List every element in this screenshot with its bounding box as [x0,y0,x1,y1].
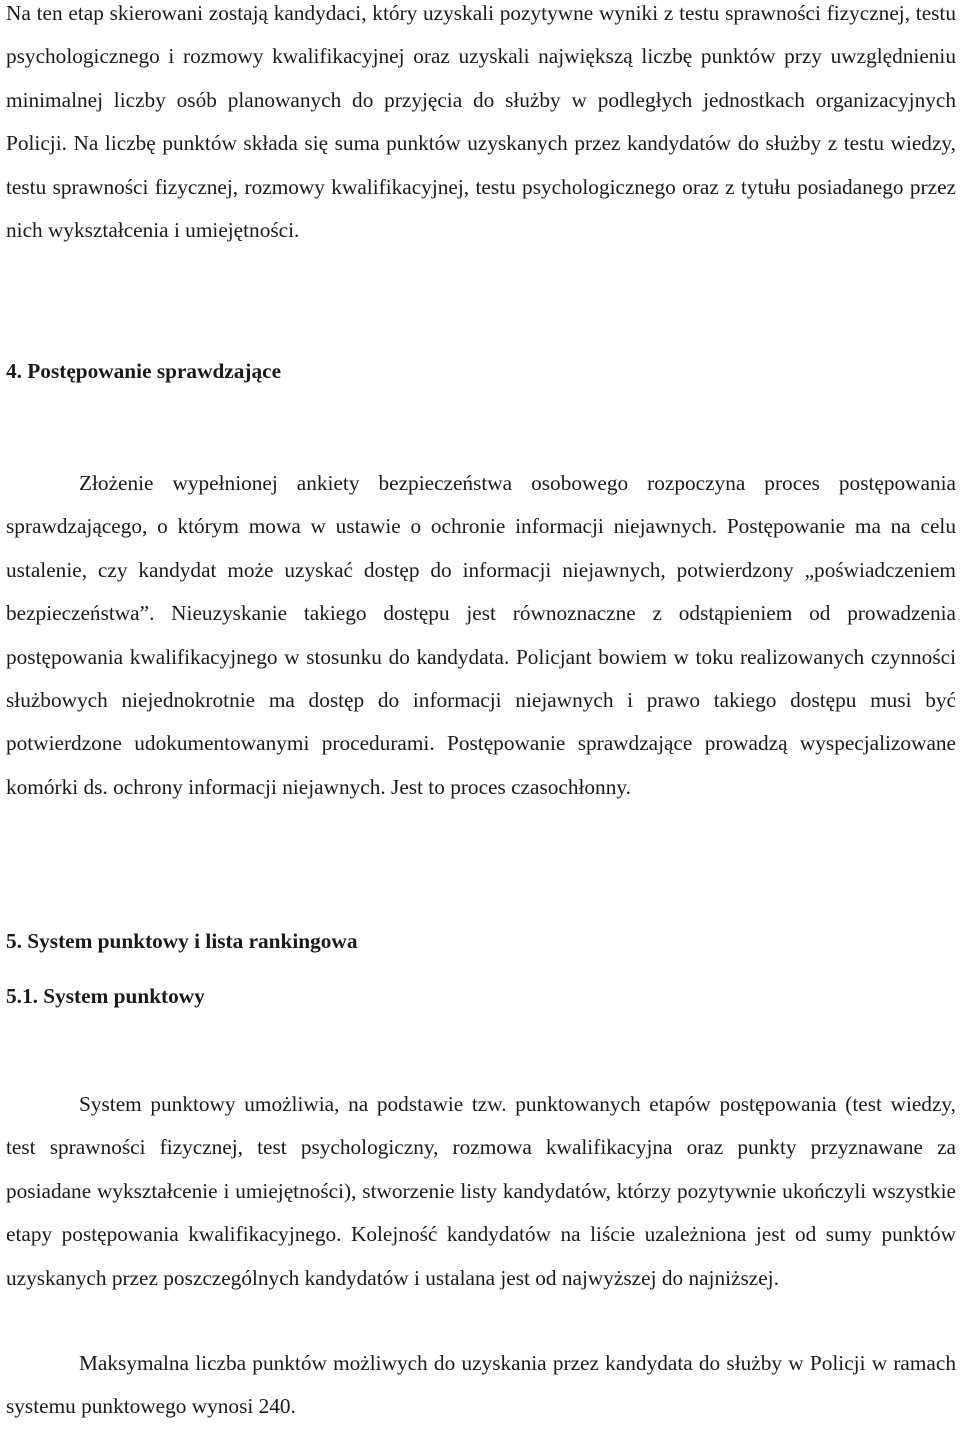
section-5-heading: 5. System punktowy i lista rankingowa [6,929,358,953]
section-5-1-heading: 5.1. System punktowy [6,984,205,1008]
section-4-paragraph: Złożenie wypełnionej ankiety bezpieczeństwa osobowego rozpoczyna proces postępowania sprawdzającego, o którym mowa w ustawie o ochronie informacji niejawnych. Postępowanie ma na celu ustalenie, czy kandydat może uzyskać dostęp do informacji niejawnych, potwierdzony „poświadczeniem bezpieczeństwa”. Nieuzyskanie takiego dostępu jest równoznaczne z odstąpieniem od prowadzenia postępowania kwalifikacyjnego w stosunku do kandydata. Policjant bowiem w toku realizowanych czynności służbowych niejednokrotnie ma dostęp do informacji niejawnych i prawo takiego dostępu musi być potwierdzone udokumentowanymi procedurami. Postępowanie sprawdzające prowadzą wyspecjalizowane komórki ds. ochrony informacji niejawnych. Jest to proces czasochłonny. [6,471,956,799]
section-5-1-paragraph-2: Maksymalna liczba punktów możliwych do uzyskania przez kandydata do służby w Policji w ramach systemu punktowego wynosi 240. [6,1351,956,1419]
section-4-heading: 4. Postępowanie sprawdzające [6,359,282,383]
intro-paragraph: Na ten etap skierowani zostają kandydaci, który uzyskali pozytywne wyniki z testu sprawności fizycznej, testu psychologicznego i rozmowy kwalifikacyjnej oraz uzyskali największą liczbę punktów przy uwzględnieniu minimalnej liczby osób planowanych do przyjęcia do służby w podległych jednostkach organizacyjnych Policji. Na liczbę punktów składa się suma punktów uzyskanych przez kandydatów do służby z testu wiedzy, testu sprawności fizycznej, rozmowy kwalifikacyjnej, testu psychologicznego oraz z tytułu posiadanego przez nich wykształcenia i umiejętności. [6,1,956,243]
section-5-1-paragraph-1: System punktowy umożliwia, na podstawie tzw. punktowanych etapów postępowania (test wiedzy, test sprawności fizycznej, test psychologiczny, rozmowa kwalifikacyjna oraz punkty przyznawane za posiadane wykształcenie i umiejętności), stworzenie listy kandydatów, którzy pozytywnie ukończyli wszystkie etapy postępowania kwalifikacyjnego. Kolejność kandydatów na liście uzależniona jest od sumy punktów uzyskanych przez poszczególnych kandydatów i ustalana jest od najwyższej do najniższej. [6,1092,956,1290]
